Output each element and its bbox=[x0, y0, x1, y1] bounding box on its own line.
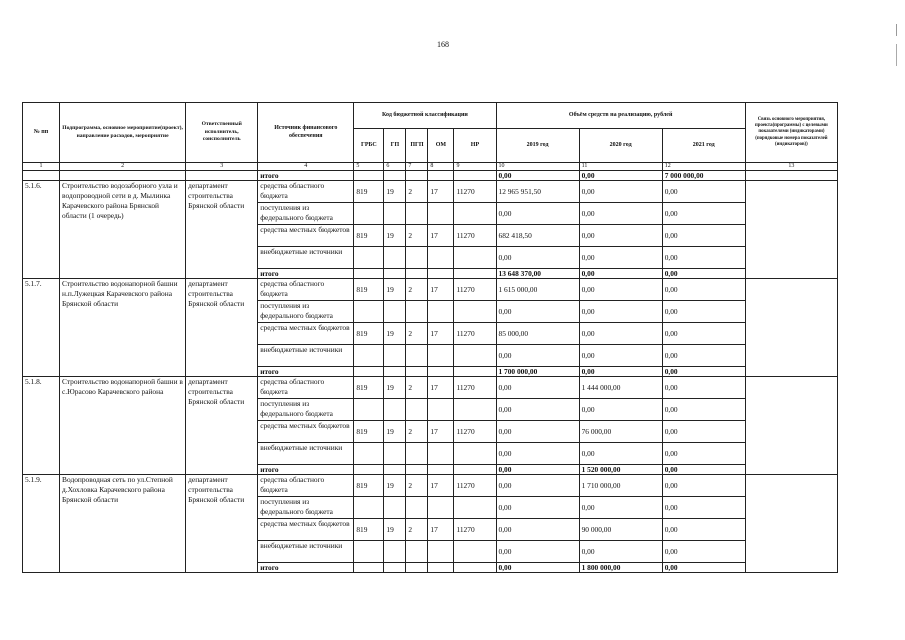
amount-2021: 0,00 bbox=[662, 301, 745, 323]
amount-2021: 0,00 bbox=[662, 475, 745, 497]
indicator-link bbox=[745, 279, 837, 377]
code-om: 17 bbox=[428, 377, 454, 399]
source-name: внебюджетные источники bbox=[258, 443, 354, 465]
code-gp: 19 bbox=[384, 225, 406, 247]
code-grbs bbox=[354, 247, 384, 269]
empty-cell bbox=[428, 563, 454, 573]
code-nr: 11270 bbox=[454, 181, 496, 203]
code-pgp: 2 bbox=[406, 279, 428, 301]
total-2021: 0,00 bbox=[662, 269, 745, 279]
empty-cell bbox=[428, 367, 454, 377]
code-gp: 19 bbox=[384, 519, 406, 541]
total-2019: 0,00 bbox=[496, 171, 579, 181]
amount-2019: 0,00 bbox=[496, 247, 579, 269]
code-grbs bbox=[354, 399, 384, 421]
amount-2019: 12 965 951,50 bbox=[496, 181, 579, 203]
header-bk: Код бюджетной классификации bbox=[354, 103, 496, 129]
budget-table bbox=[22, 102, 838, 573]
header-om: ОМ bbox=[428, 129, 454, 163]
code-grbs: 819 bbox=[354, 377, 384, 399]
empty-cell bbox=[384, 269, 406, 279]
amount-2021: 0,00 bbox=[662, 377, 745, 399]
code-nr: 11270 bbox=[454, 519, 496, 541]
col-number: 7 bbox=[406, 163, 428, 171]
amount-2020: 0,00 bbox=[579, 443, 662, 465]
col-number: 2 bbox=[60, 163, 186, 171]
amount-2019: 1 615 000,00 bbox=[496, 279, 579, 301]
total-2021: 0,00 bbox=[662, 465, 745, 475]
code-gp: 19 bbox=[384, 475, 406, 497]
amount-2021: 0,00 bbox=[662, 443, 745, 465]
total-2021: 7 000 000,00 bbox=[662, 171, 745, 181]
code-gp bbox=[384, 541, 406, 563]
code-grbs: 819 bbox=[354, 475, 384, 497]
col-number: 13 bbox=[745, 163, 837, 171]
total-label: итого bbox=[258, 269, 354, 279]
code-gp bbox=[384, 443, 406, 465]
code-gp bbox=[384, 345, 406, 367]
col-number: 11 bbox=[579, 163, 662, 171]
header-executor: Ответственный исполнитель, соисполнитель bbox=[186, 103, 258, 163]
empty-cell bbox=[384, 465, 406, 475]
col-number: 5 bbox=[354, 163, 384, 171]
empty-cell bbox=[428, 269, 454, 279]
header-pgp: ПГП bbox=[406, 129, 428, 163]
empty-cell bbox=[354, 563, 384, 573]
code-pgp bbox=[406, 443, 428, 465]
total-2020: 1 800 000,00 bbox=[579, 563, 662, 573]
total-label: итого bbox=[258, 465, 354, 475]
table-body bbox=[23, 163, 838, 573]
empty-cell bbox=[454, 269, 496, 279]
table-row bbox=[23, 181, 838, 203]
amount-2020: 0,00 bbox=[579, 301, 662, 323]
amount-2020: 0,00 bbox=[579, 203, 662, 225]
source-name: внебюджетные источники bbox=[258, 345, 354, 367]
amount-2020: 0,00 bbox=[579, 541, 662, 563]
table-row bbox=[23, 377, 838, 399]
scan-edge-mark bbox=[896, 44, 897, 66]
item-name: Строительство водозаборного узла и водопроводной сети в д. Мылинка Карачевского района Брянской области (1 очередь) bbox=[60, 181, 186, 279]
amount-2020: 0,00 bbox=[579, 497, 662, 519]
code-pgp bbox=[406, 497, 428, 519]
code-om bbox=[428, 345, 454, 367]
source-name: поступления из федерального бюджета bbox=[258, 203, 354, 225]
amount-2021: 0,00 bbox=[662, 279, 745, 301]
code-gp bbox=[384, 301, 406, 323]
code-pgp: 2 bbox=[406, 519, 428, 541]
amount-2020: 0,00 bbox=[579, 345, 662, 367]
code-gp: 19 bbox=[384, 421, 406, 443]
code-nr bbox=[454, 399, 496, 421]
total-2021: 0,00 bbox=[662, 563, 745, 573]
code-pgp bbox=[406, 247, 428, 269]
empty-cell bbox=[384, 367, 406, 377]
total-2019: 0,00 bbox=[496, 465, 579, 475]
scan-edge-mark bbox=[896, 24, 897, 36]
empty-cell bbox=[406, 269, 428, 279]
amount-2021: 0,00 bbox=[662, 497, 745, 519]
col-number: 6 bbox=[384, 163, 406, 171]
header-num: № пп bbox=[23, 103, 60, 163]
header-gp: ГП bbox=[384, 129, 406, 163]
code-nr: 11270 bbox=[454, 225, 496, 247]
source-name: средства областного бюджета bbox=[258, 377, 354, 399]
col-number: 3 bbox=[186, 163, 258, 171]
code-om: 17 bbox=[428, 279, 454, 301]
item-number: 5.1.9. bbox=[23, 475, 60, 573]
col-number: 10 bbox=[496, 163, 579, 171]
source-name: средства местных бюджетов bbox=[258, 323, 354, 345]
code-pgp bbox=[406, 541, 428, 563]
code-om: 17 bbox=[428, 475, 454, 497]
header-nr: НР bbox=[454, 129, 496, 163]
amount-2019: 0,00 bbox=[496, 399, 579, 421]
amount-2020: 76 000,00 bbox=[579, 421, 662, 443]
code-nr bbox=[454, 345, 496, 367]
code-om bbox=[428, 301, 454, 323]
code-nr: 11270 bbox=[454, 475, 496, 497]
col-number: 1 bbox=[23, 163, 60, 171]
code-grbs: 819 bbox=[354, 323, 384, 345]
empty-cell bbox=[354, 367, 384, 377]
amount-2020: 1 444 000,00 bbox=[579, 377, 662, 399]
total-2019: 1 700 000,00 bbox=[496, 367, 579, 377]
amount-2020: 0,00 bbox=[579, 225, 662, 247]
item-number: 5.1.6. bbox=[23, 181, 60, 279]
header-2021: 2021 год bbox=[662, 129, 745, 163]
col-number: 12 bbox=[662, 163, 745, 171]
code-grbs: 819 bbox=[354, 421, 384, 443]
amount-2021: 0,00 bbox=[662, 323, 745, 345]
code-nr bbox=[454, 497, 496, 519]
amount-2019: 0,00 bbox=[496, 345, 579, 367]
amount-2019: 85 000,00 bbox=[496, 323, 579, 345]
empty-cell bbox=[454, 563, 496, 573]
amount-2019: 0,00 bbox=[496, 421, 579, 443]
empty-cell bbox=[406, 563, 428, 573]
amount-2019: 0,00 bbox=[496, 541, 579, 563]
code-gp: 19 bbox=[384, 377, 406, 399]
code-nr bbox=[454, 203, 496, 225]
code-pgp: 2 bbox=[406, 421, 428, 443]
item-name: Водопроводная сеть по ул.Степной д.Хохловка Карачевского района Брянской области bbox=[60, 475, 186, 573]
source-name: поступления из федерального бюджета bbox=[258, 497, 354, 519]
item-executor: департамент строительства Брянской области bbox=[186, 279, 258, 377]
total-2020: 0,00 bbox=[579, 171, 662, 181]
code-gp bbox=[384, 399, 406, 421]
code-om bbox=[428, 399, 454, 421]
item-executor: департамент строительства Брянской области bbox=[186, 181, 258, 279]
table-row bbox=[23, 279, 838, 301]
source-name: средства областного бюджета bbox=[258, 181, 354, 203]
amount-2021: 0,00 bbox=[662, 203, 745, 225]
header-volume: Объём средств на реализацию, рублей bbox=[496, 103, 745, 129]
code-om: 17 bbox=[428, 181, 454, 203]
code-grbs: 819 bbox=[354, 181, 384, 203]
code-nr: 11270 bbox=[454, 421, 496, 443]
source-name: внебюджетные источники bbox=[258, 541, 354, 563]
code-om: 17 bbox=[428, 225, 454, 247]
amount-2019: 0,00 bbox=[496, 203, 579, 225]
amount-2021: 0,00 bbox=[662, 541, 745, 563]
code-pgp: 2 bbox=[406, 323, 428, 345]
total-2020: 0,00 bbox=[579, 269, 662, 279]
code-grbs bbox=[354, 443, 384, 465]
code-nr bbox=[454, 541, 496, 563]
header-2019: 2019 год bbox=[496, 129, 579, 163]
code-gp bbox=[384, 497, 406, 519]
item-name: Строительство водонапорной башни в с.Юрасово Карачевского района bbox=[60, 377, 186, 475]
amount-2020: 0,00 bbox=[579, 399, 662, 421]
col-number: 8 bbox=[428, 163, 454, 171]
item-executor: департамент строительства Брянской области bbox=[186, 377, 258, 475]
source-name: поступления из федерального бюджета bbox=[258, 399, 354, 421]
header-grbs: ГРБС bbox=[354, 129, 384, 163]
total-2020: 1 520 000,00 bbox=[579, 465, 662, 475]
total-2020: 0,00 bbox=[579, 367, 662, 377]
code-grbs: 819 bbox=[354, 519, 384, 541]
item-number: 5.1.7. bbox=[23, 279, 60, 377]
code-pgp: 2 bbox=[406, 181, 428, 203]
header-program: Подпрограмма, основное мероприятие(проект), направление расходов, мероприятие bbox=[60, 103, 186, 163]
empty-cell bbox=[454, 465, 496, 475]
empty-cell bbox=[406, 465, 428, 475]
total-row bbox=[23, 171, 838, 181]
empty-cell bbox=[406, 367, 428, 377]
code-om bbox=[428, 203, 454, 225]
code-gp bbox=[384, 247, 406, 269]
header-source: Источник финансового обеспечения bbox=[258, 103, 354, 163]
source-name: поступления из федерального бюджета bbox=[258, 301, 354, 323]
amount-2020: 0,00 bbox=[579, 279, 662, 301]
code-pgp bbox=[406, 399, 428, 421]
total-label: итого bbox=[258, 171, 354, 181]
amount-2019: 0,00 bbox=[496, 301, 579, 323]
code-om: 17 bbox=[428, 519, 454, 541]
code-om: 17 bbox=[428, 323, 454, 345]
source-name: средства областного бюджета bbox=[258, 279, 354, 301]
code-om bbox=[428, 497, 454, 519]
code-pgp bbox=[406, 301, 428, 323]
code-grbs bbox=[354, 497, 384, 519]
amount-2019: 0,00 bbox=[496, 475, 579, 497]
code-nr bbox=[454, 443, 496, 465]
code-gp bbox=[384, 203, 406, 225]
total-2021: 0,00 bbox=[662, 367, 745, 377]
item-name: Строительство водонапорной башни н.п.Лужецкая Карачевского района Брянской области bbox=[60, 279, 186, 377]
source-name: внебюджетные источники bbox=[258, 247, 354, 269]
page-number: 168 bbox=[437, 40, 449, 49]
code-nr: 11270 bbox=[454, 279, 496, 301]
item-number: 5.1.8. bbox=[23, 377, 60, 475]
code-pgp: 2 bbox=[406, 225, 428, 247]
code-grbs: 819 bbox=[354, 279, 384, 301]
source-name: средства областного бюджета bbox=[258, 475, 354, 497]
code-om bbox=[428, 443, 454, 465]
code-om: 17 bbox=[428, 421, 454, 443]
amount-2021: 0,00 bbox=[662, 181, 745, 203]
code-grbs bbox=[354, 541, 384, 563]
empty-cell bbox=[354, 269, 384, 279]
code-nr: 11270 bbox=[454, 323, 496, 345]
total-label: итого bbox=[258, 563, 354, 573]
code-grbs bbox=[354, 203, 384, 225]
header-2020: 2020 год bbox=[579, 129, 662, 163]
empty-cell bbox=[454, 367, 496, 377]
amount-2021: 0,00 bbox=[662, 399, 745, 421]
total-2019: 13 648 370,00 bbox=[496, 269, 579, 279]
amount-2020: 0,00 bbox=[579, 247, 662, 269]
amount-2021: 0,00 bbox=[662, 421, 745, 443]
code-om bbox=[428, 541, 454, 563]
amount-2020: 1 710 000,00 bbox=[579, 475, 662, 497]
indicator-link bbox=[745, 181, 837, 279]
amount-2020: 0,00 bbox=[579, 181, 662, 203]
amount-2021: 0,00 bbox=[662, 247, 745, 269]
code-grbs bbox=[354, 301, 384, 323]
amount-2019: 0,00 bbox=[496, 519, 579, 541]
code-gp: 19 bbox=[384, 181, 406, 203]
amount-2020: 90 000,00 bbox=[579, 519, 662, 541]
column-numbers-row bbox=[23, 163, 838, 171]
amount-2021: 0,00 bbox=[662, 345, 745, 367]
col-number: 9 bbox=[454, 163, 496, 171]
amount-2021: 0,00 bbox=[662, 519, 745, 541]
empty-cell bbox=[428, 465, 454, 475]
code-grbs bbox=[354, 345, 384, 367]
source-name: средства местных бюджетов bbox=[258, 421, 354, 443]
amount-2019: 0,00 bbox=[496, 497, 579, 519]
col-number: 4 bbox=[258, 163, 354, 171]
code-gp: 19 bbox=[384, 323, 406, 345]
code-nr bbox=[454, 247, 496, 269]
indicator-link bbox=[745, 475, 837, 573]
total-2019: 0,00 bbox=[496, 563, 579, 573]
table-row bbox=[23, 475, 838, 497]
code-pgp: 2 bbox=[406, 475, 428, 497]
total-label: итого bbox=[258, 367, 354, 377]
code-pgp bbox=[406, 203, 428, 225]
amount-2019: 0,00 bbox=[496, 377, 579, 399]
item-executor: департамент строительства Брянской области bbox=[186, 475, 258, 573]
code-nr: 11270 bbox=[454, 377, 496, 399]
amount-2019: 0,00 bbox=[496, 443, 579, 465]
code-pgp bbox=[406, 345, 428, 367]
amount-2021: 0,00 bbox=[662, 225, 745, 247]
empty-cell bbox=[384, 563, 406, 573]
indicator-link bbox=[745, 377, 837, 475]
header-link: Связь основного мероприятия, проекта(программы) с целевыми показателями (индикаторами) (порядковые номера показателей (индикаторов)) bbox=[745, 103, 837, 163]
empty-cell bbox=[354, 465, 384, 475]
source-name: средства местных бюджетов bbox=[258, 519, 354, 541]
amount-2020: 0,00 bbox=[579, 323, 662, 345]
source-name: средства местных бюджетов bbox=[258, 225, 354, 247]
code-pgp: 2 bbox=[406, 377, 428, 399]
code-gp: 19 bbox=[384, 279, 406, 301]
code-nr bbox=[454, 301, 496, 323]
code-om bbox=[428, 247, 454, 269]
code-grbs: 819 bbox=[354, 225, 384, 247]
amount-2019: 682 418,50 bbox=[496, 225, 579, 247]
